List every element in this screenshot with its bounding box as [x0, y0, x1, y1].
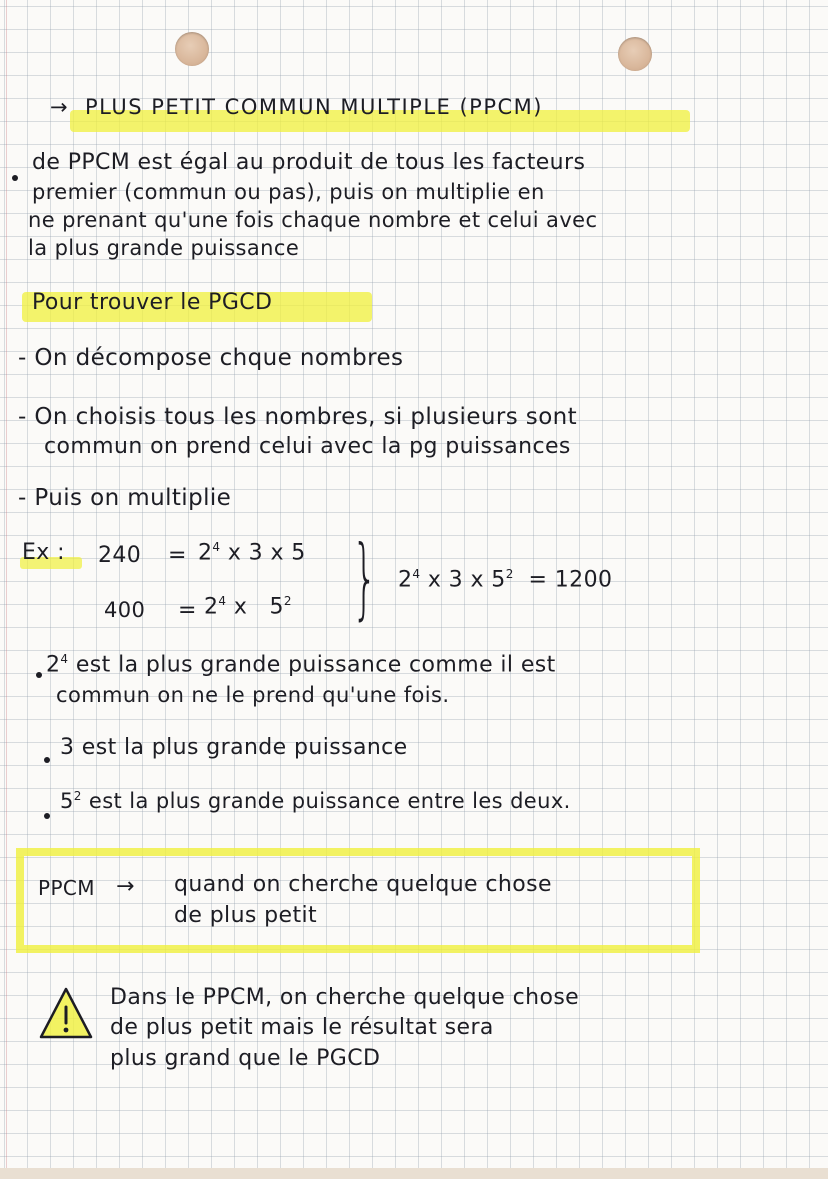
note-3-bullet	[44, 813, 50, 819]
example-row1-right	[198, 540, 306, 565]
example-row1-rest: x 3 x 5	[227, 540, 306, 566]
example-result-exp2: 2	[505, 567, 514, 581]
margin-line	[6, 0, 7, 1179]
example-result-base2: 5	[491, 567, 506, 593]
box-term: PPCM	[38, 876, 95, 900]
example-result-mid: x 3 x	[427, 567, 484, 593]
example-row2-mid: x	[233, 594, 248, 620]
example-result-exp1: 4	[412, 567, 421, 581]
example-row2-exp: 4	[218, 594, 227, 608]
page-bottom-edge	[0, 1168, 828, 1179]
highlight-box	[16, 848, 700, 953]
warning-line-3: plus grand que le PGCD	[110, 1046, 381, 1071]
note-1-base: 2	[46, 652, 61, 678]
example-row2-eq: =	[178, 598, 197, 623]
definition-line-3: ne prenant qu'une fois chaque nombre et celui avec	[28, 208, 598, 232]
warning-icon	[38, 985, 94, 1041]
example-row1-eq: =	[168, 543, 187, 568]
note-1-cont: commun on ne le prend qu'une fois.	[56, 683, 450, 707]
example-row2-last-base: 5	[269, 594, 284, 620]
example-brace: }	[352, 526, 378, 629]
note-2-bullet	[44, 757, 50, 763]
note-1	[46, 652, 556, 677]
warning-line-1: Dans le PPCM, on cherche quelque chose	[110, 985, 580, 1010]
method-step-3: - Puis on multiplie	[18, 485, 232, 511]
box-arrow: →	[116, 874, 135, 899]
definition-bullet	[12, 175, 18, 181]
box-line-2: de plus petit	[174, 903, 318, 928]
definition-line-4: la plus grande puissance	[28, 236, 300, 260]
punch-hole-right	[618, 37, 652, 71]
example-result-base1: 2	[398, 567, 413, 593]
example-result-value: = 1200	[528, 567, 613, 593]
example-row2-right	[204, 594, 292, 619]
note-1-exp: 4	[60, 652, 69, 666]
example-row1-base: 2	[198, 540, 213, 566]
note-3-text: est la plus grande puissance entre les deux.	[88, 789, 571, 813]
box-line-1: quand on cherche quelque chose	[174, 872, 552, 897]
note-1-bullet	[36, 672, 42, 678]
method-step-2-cont: commun on prend celui avec la pg puissances	[44, 434, 571, 459]
note-3	[60, 789, 571, 813]
definition-line-1: de PPCM est égal au produit de tous les facteurs	[32, 150, 586, 175]
method-heading: Pour trouver le PGCD	[32, 290, 273, 315]
example-result	[398, 567, 612, 592]
example-row1-left: 240	[98, 543, 142, 568]
example-row1-exp: 4	[212, 540, 221, 554]
title-arrow: →	[50, 95, 70, 119]
note-1-text: est la plus grande puissance comme il est	[75, 652, 556, 678]
note-3-base: 5	[60, 789, 74, 813]
note-3-exp: 2	[73, 789, 82, 803]
warning-line-2: de plus petit mais le résultat sera	[110, 1015, 494, 1040]
page-title: PLUS PETIT COMMUN MULTIPLE (PPCM)	[85, 95, 543, 119]
punch-hole-left	[175, 32, 209, 66]
example-label: Ex :	[22, 540, 65, 565]
example-row2-last-exp: 2	[283, 594, 292, 608]
method-step-2: - On choisis tous les nombres, si plusieurs sont	[18, 404, 578, 430]
example-row2-base: 2	[204, 594, 219, 620]
definition-line-2: premier (commun ou pas), puis on multiplie en	[32, 180, 545, 204]
example-row2-left: 400	[104, 598, 146, 622]
method-step-1: - On décompose chque nombres	[18, 345, 404, 371]
note-2: 3 est la plus grande puissance	[60, 735, 408, 760]
